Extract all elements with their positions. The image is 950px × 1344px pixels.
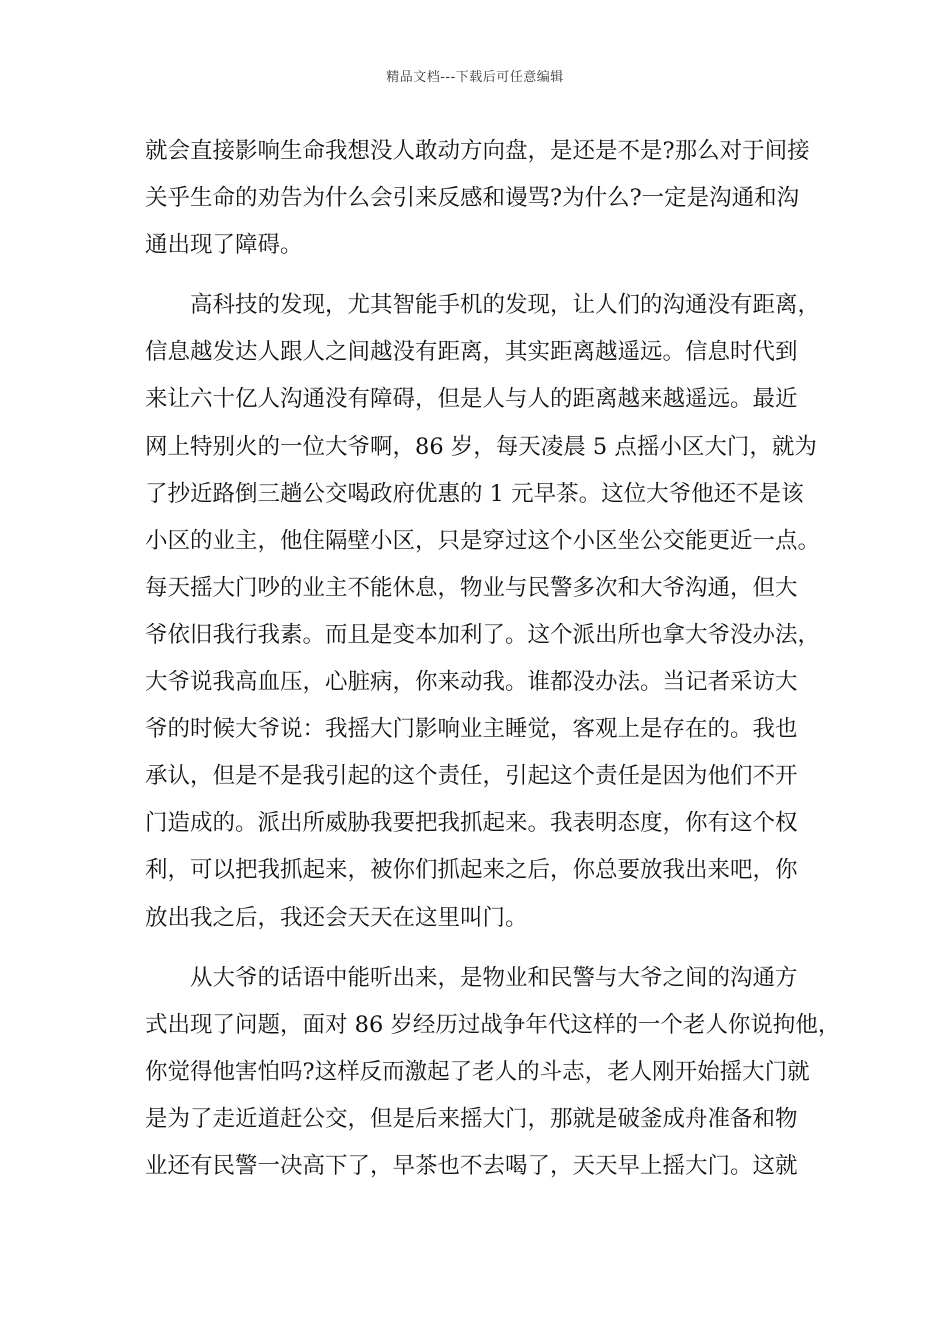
text-line: 了抄近路倒三趟公交喝政府优惠的 1 元早茶。这位大爷他还不是该 [145, 480, 804, 507]
text-line: 爷的时候大爷说：我摇大门影响业主睡觉，客观上是存在的。我也 [145, 716, 798, 743]
paragraph-gap [145, 269, 810, 282]
page-header: 精品文档---下载后可任意编辑 [386, 70, 564, 85]
paragraph-gap [145, 942, 810, 955]
text-line: 高科技的发现，尤其智能手机的发现，让人们的沟通没有距离， [145, 292, 821, 319]
text-line: 通出现了障碍。 [145, 232, 303, 259]
text-line: 利，可以把我抓起来，被你们抓起来之后，你总要放我出来吧，你 [145, 857, 798, 884]
text-line: 业还有民警一决高下了，早茶也不去喝了，天天早上摇大门。这就 [145, 1152, 798, 1179]
paragraph-3 [145, 955, 841, 1190]
text-line: 网上特别火的一位大爷啊，86 岁，每天凌晨 5 点摇小区大门，就为 [145, 433, 817, 460]
text-line: 小区的业主，他住隔壁小区，只是穿过这个小区坐公交能更近一点。 [145, 527, 821, 554]
document-body [145, 128, 841, 1190]
text-line: 关乎生命的劝告为什么会引来反感和谩骂?为什么?一定是沟通和沟 [145, 185, 800, 212]
text-line: 是为了走近道赶公交，但是后来摇大门，那就是破釜成舟准备和物 [145, 1105, 798, 1132]
paragraph-2 [145, 282, 821, 941]
text-line: 就会直接影响生命我想没人敢动方向盘，是还是不是?那么对于间接 [145, 138, 810, 164]
text-line: 你觉得他害怕吗?这样反而激起了老人的斗志，老人刚开始摇大门就 [145, 1058, 810, 1085]
text-line: 信息越发达人跟人之间越没有距离，其实距离越遥远。信息时代到 [145, 339, 798, 366]
text-line: 承认，但是不是我引起的这个责任，引起这个责任是因为他们不开 [145, 763, 798, 790]
text-line: 从大爷的话语中能听出来，是物业和民警与大爷之间的沟通方 [145, 964, 798, 991]
text-line: 式出现了问题，面对 86 岁经历过战争年代这样的一个老人你说拘他， [145, 1011, 841, 1038]
text-line: 大爷说我高血压，心脏病，你来动我。谁都没办法。当记者采访大 [145, 669, 798, 696]
paragraph-1 [145, 128, 810, 269]
text-line: 放出我之后，我还会天天在这里叫门。 [145, 904, 528, 931]
text-line: 来让六十亿人沟通没有障碍，但是人与人的距离越来越遥远。最近 [145, 386, 798, 413]
text-line: 门造成的。派出所威胁我要把我抓起来。我表明态度，你有这个权 [145, 810, 798, 837]
text-line: 爷依旧我行我素。而且是变本加利了。这个派出所也拿大爷没办法， [145, 621, 821, 648]
text-line: 每天摇大门吵的业主不能休息，物业与民警多次和大爷沟通，但大 [145, 574, 798, 601]
